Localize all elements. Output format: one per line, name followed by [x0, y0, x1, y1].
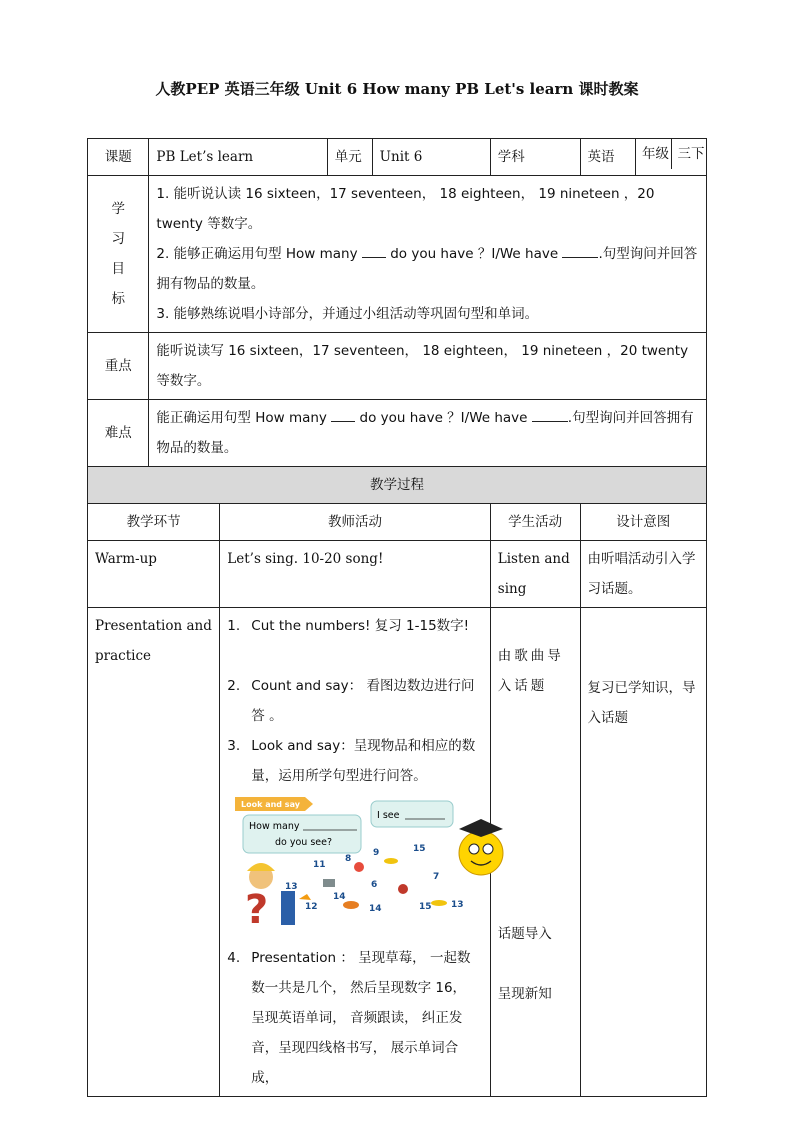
- col-student-header: 学生活动: [490, 504, 580, 541]
- goal-item-2-part-a: 2. 能够正确运用句型 How many: [156, 246, 358, 262]
- goal-item-3: 3. 能够熟练说唱小诗部分，并通过小组活动等巩固句型和单词。: [156, 306, 539, 322]
- lesson-plan-table: [87, 138, 707, 1097]
- toy-car-icon: [323, 879, 335, 887]
- number-label: 13: [451, 900, 464, 910]
- unit-value: Unit 6: [372, 139, 490, 176]
- number-label: 7: [433, 872, 440, 882]
- question-mark-icon: ?: [245, 887, 269, 933]
- difficult-part-a: 能正确运用句型 How many: [156, 410, 327, 426]
- number-label: 14: [369, 904, 382, 914]
- fish-icon: [343, 901, 359, 909]
- unit-label: 单元: [327, 139, 372, 176]
- grade-label: 年级: [636, 139, 671, 169]
- step-2: 2. Count and say： 看图边数边进行问答 。: [227, 671, 482, 731]
- course-value: PB Let’s learn: [149, 139, 327, 176]
- look-and-say-illustration: [233, 795, 515, 935]
- pencil-icon: [299, 894, 311, 900]
- bubble-2-text: I see: [377, 810, 400, 821]
- process-heading: 教学过程: [88, 467, 707, 504]
- difficult-part-c: .句型询问并回答拥有物品的数量。: [156, 410, 694, 456]
- col-stage-header: 教学环节: [88, 504, 220, 541]
- difficult-text: [149, 400, 707, 467]
- goal-item-2-part-c: .句型询问并回答拥有物品的数量。: [156, 246, 698, 292]
- step-1-text: Cut the numbers! 复习 1-15数字!: [251, 618, 470, 634]
- smiley-mascot: [459, 831, 503, 875]
- student-note-2: 话题导入: [497, 926, 552, 942]
- number-label: 6: [371, 880, 378, 890]
- graduation-cap-icon: [459, 819, 503, 837]
- number-label: 11: [313, 860, 326, 870]
- col-teacher-header: 教师活动: [220, 504, 490, 541]
- grade-value: 三下: [677, 146, 705, 162]
- goal-item-2: [156, 239, 699, 299]
- number-label: 15: [419, 902, 432, 912]
- student-note-1: 由歌曲导入话题: [497, 648, 564, 694]
- number-label: 9: [373, 848, 380, 858]
- boy-body: [281, 891, 295, 925]
- answer-blank: [532, 409, 568, 422]
- step-4: 4. Presentation ： 呈现草莓， 一起数数一共是几个， 然后呈现数字 16， 呈现英语单词， 音频跟读， 纠正发音，呈现四线格书写， 展示单词合成，: [227, 943, 482, 1093]
- number-label: 15: [413, 844, 426, 854]
- goals-label-text: 学习目标: [111, 201, 125, 307]
- step-1: 1. Cut the numbers! 复习 1-15数字!: [227, 611, 482, 641]
- subject-value: 英语: [580, 139, 636, 176]
- illustration-svg: [233, 795, 515, 935]
- goal-item-1: 1. 能听说认读 16 sixteen，17 seventeen， 18 eighteen， 19 nineteen ，20 twenty 等数字。: [156, 186, 655, 232]
- number-label: 8: [345, 854, 352, 864]
- key-label: 重点: [88, 333, 149, 400]
- sign-text: Look and say: [241, 800, 301, 809]
- goals-label: [88, 176, 149, 333]
- answer-blank: [331, 409, 355, 422]
- step-3: 3. Look and say：呈现物品和相应的数量，运用所学句型进行问答。: [227, 731, 482, 791]
- presentation-stage: Presentation and practice: [88, 608, 220, 1097]
- goal-item-2-part-b: do you have ？I/We have: [390, 246, 559, 262]
- number-label: 12: [305, 902, 318, 912]
- step-2-text: Count and say： 看图边数边进行问答 。: [251, 678, 475, 724]
- difficult-part-b: do you have ？I/We have: [359, 410, 528, 426]
- boy-hat: [247, 863, 275, 871]
- warmup-student: Listen and sing: [490, 541, 580, 608]
- presentation-teacher: [220, 608, 490, 1097]
- page-title: 人教PEP 英语三年级 Unit 6 How many PB Let's learn 课时教案: [155, 80, 639, 98]
- bubble-1-line-a: How many: [249, 821, 300, 832]
- subject-label: 学科: [490, 139, 580, 176]
- number-label: 13: [285, 882, 298, 892]
- presentation-purpose: [580, 608, 706, 1097]
- fruit-icon: [354, 862, 364, 872]
- banana-icon: [384, 858, 398, 864]
- step-4-text: Presentation ： 呈现草莓， 一起数数一共是几个， 然后呈现数字 16， 呈现英语单词， 音频跟读， 纠正发音，呈现四线格书写， 展示单词合成，: [251, 950, 471, 1086]
- course-label: 课题: [88, 139, 149, 176]
- answer-blank: [362, 245, 386, 258]
- col-purpose-header: 设计意图: [580, 504, 706, 541]
- warmup-purpose: 由听唱活动引入学习话题。: [580, 541, 706, 608]
- key-text: 能听说读写 16 sixteen，17 seventeen， 18 eighteen， 19 nineteen ，20 twenty 等数字。: [149, 333, 707, 400]
- difficult-label: 难点: [88, 400, 149, 467]
- number-label: 14: [333, 892, 346, 902]
- warmup-teacher: Let’s sing. 10-20 song!: [220, 541, 490, 608]
- apple-icon: [398, 884, 408, 894]
- banana-icon: [431, 900, 447, 906]
- student-note-3: 呈现新知: [497, 986, 552, 1002]
- purpose-note: 复习已学知识，导入话题: [587, 680, 696, 726]
- bubble-1-line-b: do you see?: [275, 837, 333, 848]
- answer-blank: [562, 245, 598, 258]
- step-3-text: Look and say：呈现物品和相应的数量，运用所学句型进行问答。: [251, 738, 476, 784]
- warmup-stage: Warm-up: [88, 541, 220, 608]
